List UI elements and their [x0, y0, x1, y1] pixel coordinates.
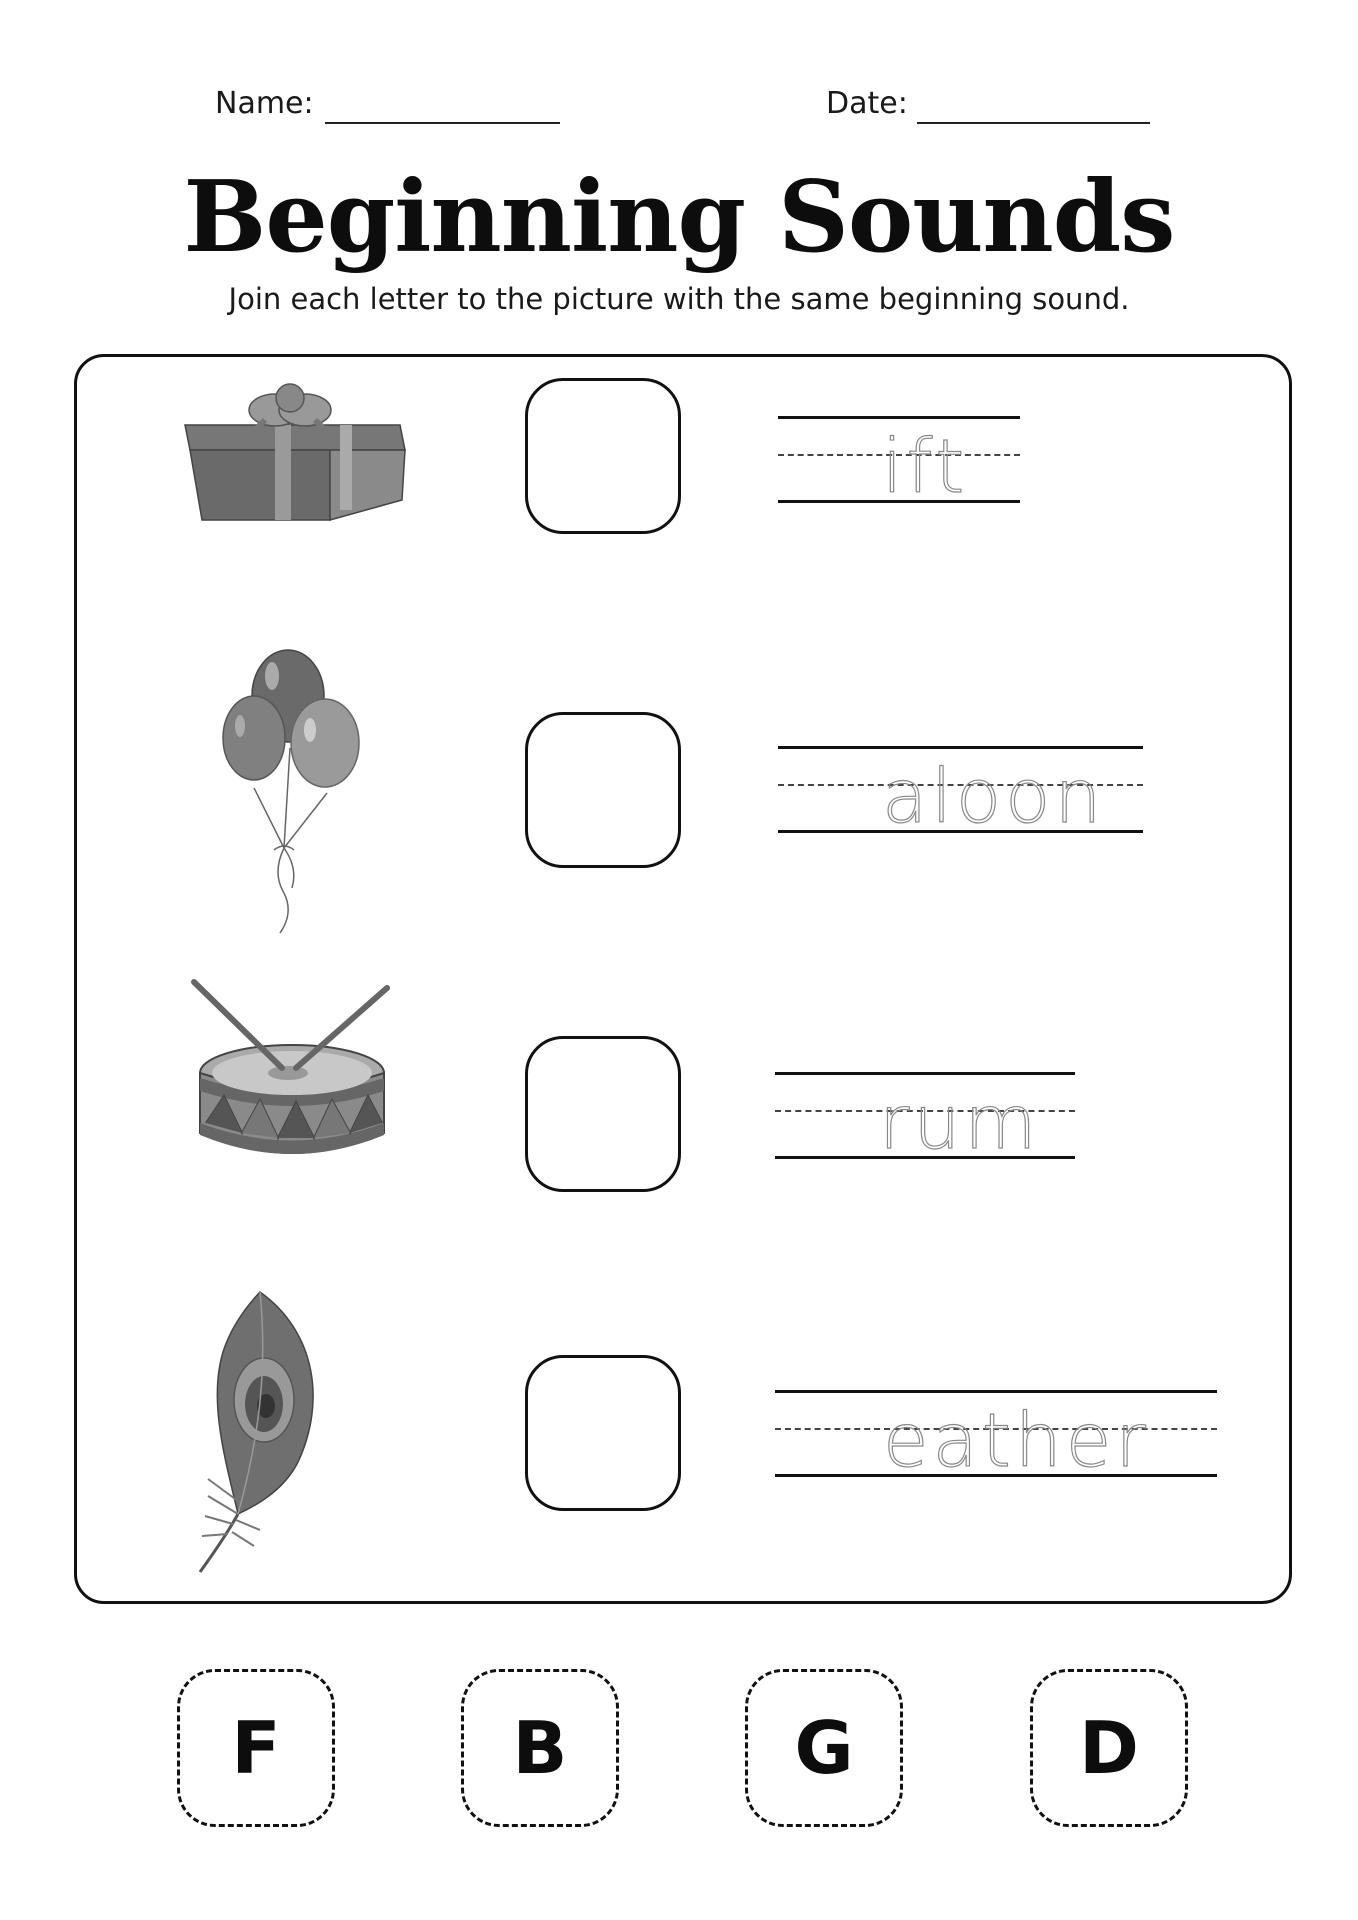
- name-label: Name:: [215, 86, 314, 121]
- page-title: Beginning Sounds: [183, 160, 1175, 275]
- answer-box-3[interactable]: [525, 1036, 681, 1192]
- answer-box-1[interactable]: [525, 378, 681, 534]
- answer-box-2[interactable]: [525, 712, 681, 868]
- letter-card-b[interactable]: B: [461, 1669, 619, 1827]
- letter-card-d[interactable]: D: [1030, 1669, 1188, 1827]
- balloons-icon: [222, 638, 372, 938]
- trace-line-4[interactable]: [775, 1390, 1217, 1484]
- letter-card-f[interactable]: F: [177, 1669, 335, 1827]
- drum-icon: [192, 978, 394, 1173]
- trace-word-4: eather: [883, 1398, 1150, 1484]
- trace-line-1[interactable]: [778, 416, 1020, 510]
- letter-card-g[interactable]: G: [745, 1669, 903, 1827]
- feather-icon: [198, 1292, 328, 1574]
- trace-word-3: rum: [879, 1080, 1041, 1166]
- name-field[interactable]: [325, 122, 560, 124]
- instructions-text: Join each letter to the picture with the same beginning sound.: [228, 282, 1130, 316]
- date-label: Date:: [826, 86, 908, 121]
- answer-box-4[interactable]: [525, 1355, 681, 1511]
- trace-line-3[interactable]: [775, 1072, 1075, 1166]
- gift-box-icon: [180, 380, 410, 520]
- trace-line-2[interactable]: [778, 746, 1143, 840]
- date-field[interactable]: [917, 122, 1150, 124]
- trace-word-1: ift: [882, 424, 969, 510]
- trace-word-2: aloon: [882, 754, 1106, 840]
